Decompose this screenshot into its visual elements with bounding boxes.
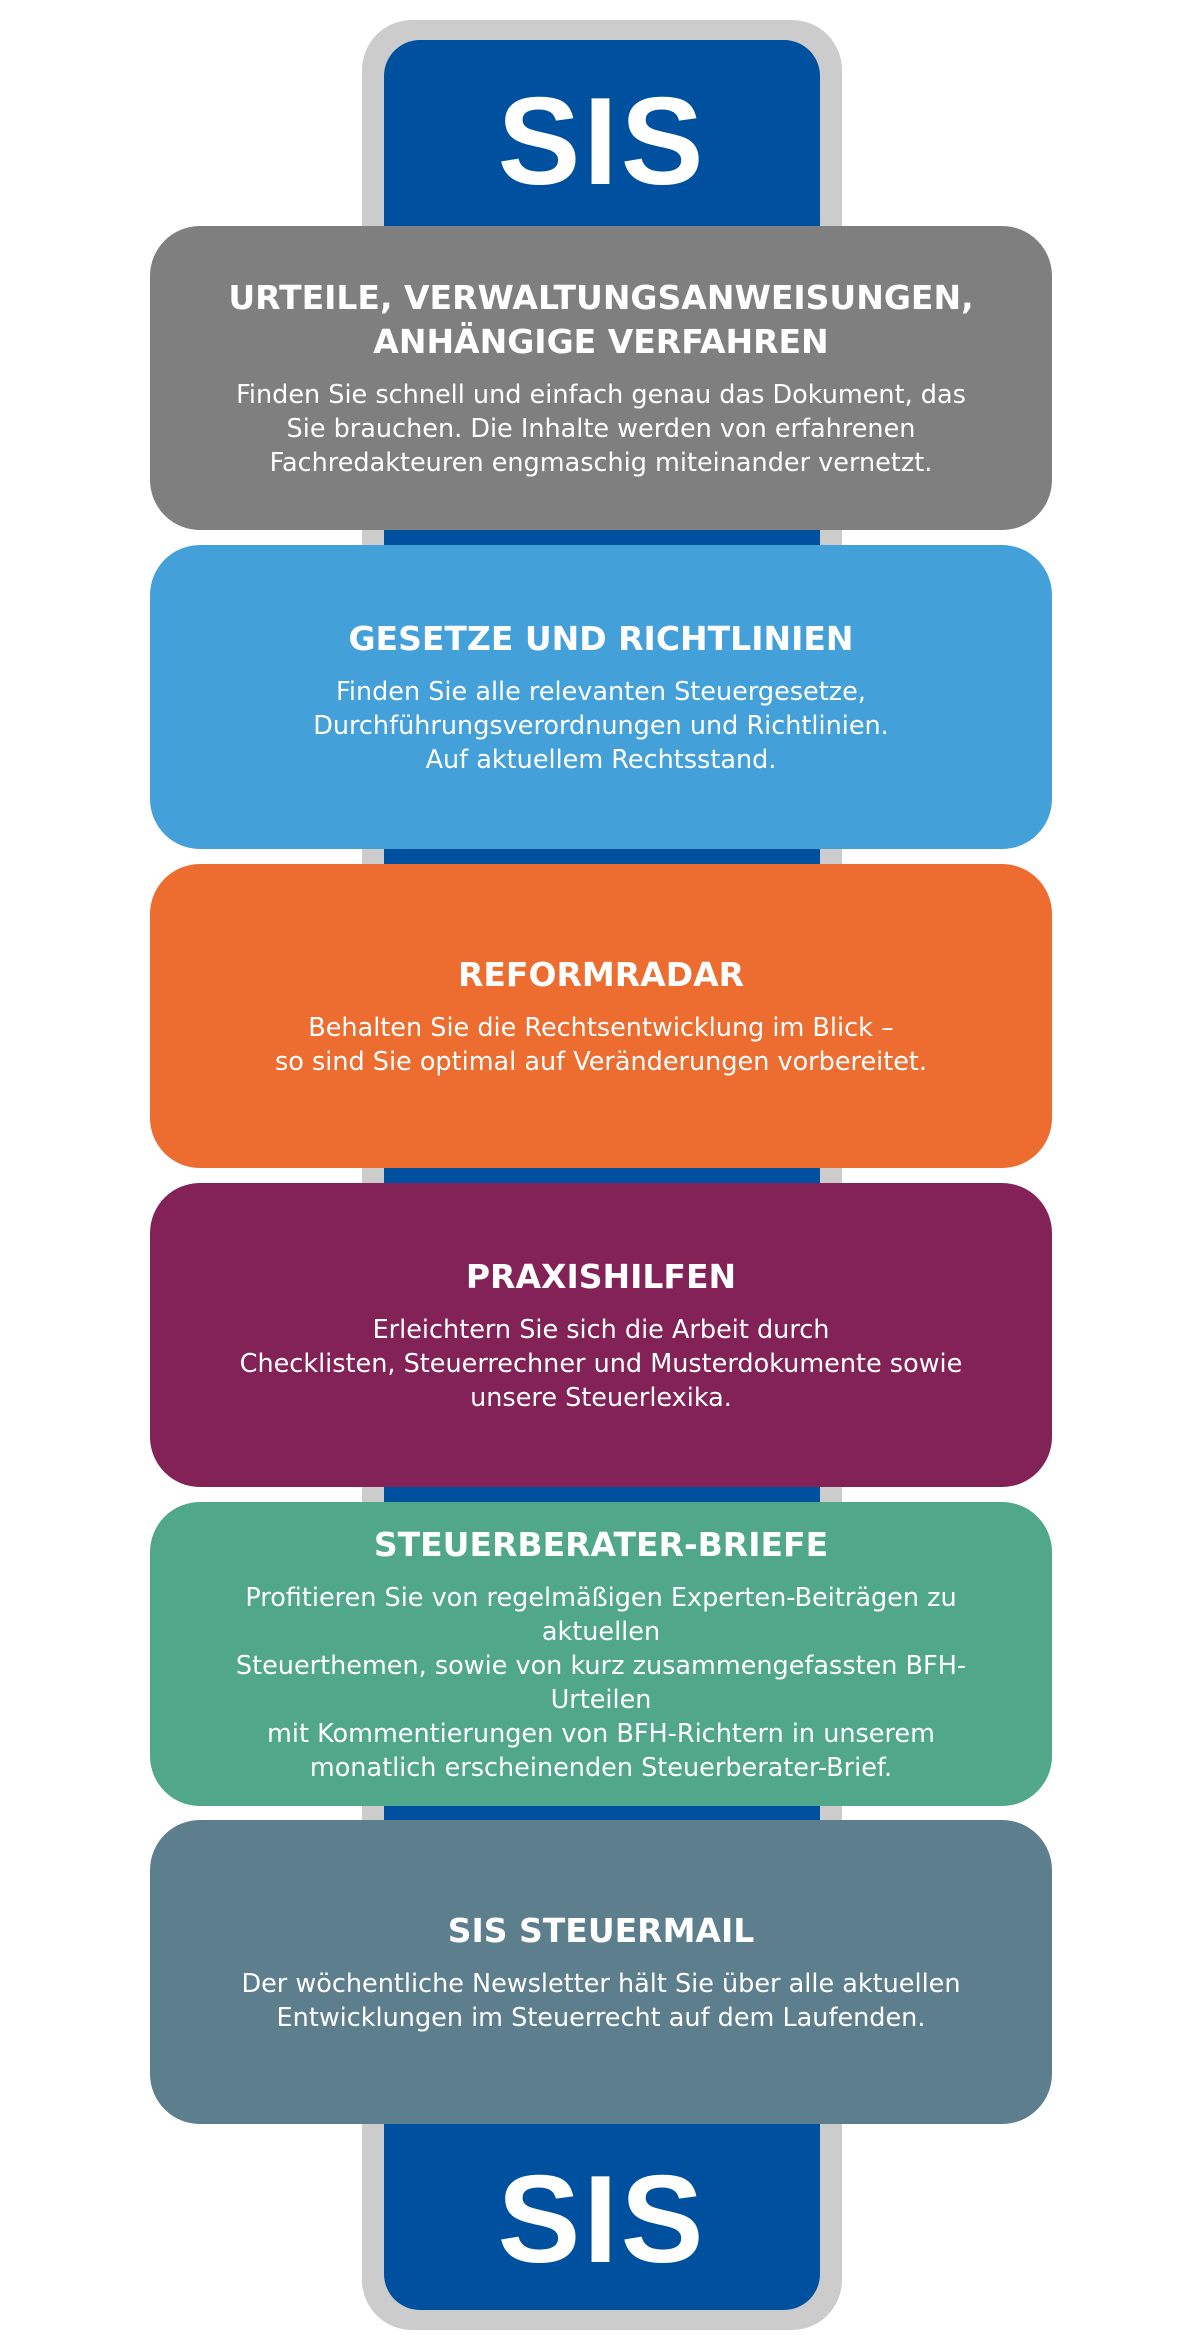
card-text: Finden Sie alle relevanten Steuergesetze, Durchführungsverordnungen und Richtlinien. Auf aktuellem Rechtsstand. bbox=[313, 677, 889, 775]
card-gesetze bbox=[150, 545, 1052, 849]
card-text: Finden Sie schnell und einfach genau das Dokument, das Sie brauchen. Die Inhalte werden von erfahrenen Fachredakteuren engmaschig miteinander vernetzt. bbox=[236, 380, 966, 478]
card-text: Behalten Sie die Rechtsentwicklung im Blick – so sind Sie optimal auf Veränderungen vorbereitet. bbox=[274, 1013, 928, 1077]
card-reformradar bbox=[150, 864, 1052, 1168]
card-text: Profitieren Sie von regelmäßigen Experten-Beiträgen zu aktuellen Steuerthemen, sowie von kurz zusammengefassten BFH-Urteilen mit Kommentierungen von BFH-Richtern in unserem monatlich erscheinenden Steuerberater-Brief. bbox=[235, 1583, 967, 1783]
card-steuerberater-briefe bbox=[150, 1502, 1052, 1806]
sis-logo-top: SIS bbox=[497, 73, 707, 211]
card-title: STEUERBERATER-BRIEFE bbox=[373, 1525, 829, 1564]
card-title: URTEILE, VERWALTUNGSANWEISUNGEN, ANHÄNGIGE VERFAHREN bbox=[228, 278, 974, 361]
card-title: SIS STEUERMAIL bbox=[447, 1911, 755, 1950]
card-title: PRAXISHILFEN bbox=[465, 1257, 737, 1296]
card-sis-steuermail bbox=[150, 1820, 1052, 2124]
card-text: Erleichtern Sie sich die Arbeit durch Checklisten, Steuerrechner und Musterdokumente sowie unsere Steuerlexika. bbox=[239, 1315, 963, 1413]
card-title: GESETZE UND RICHTLINIEN bbox=[348, 619, 854, 658]
sis-logo-bottom: SIS bbox=[497, 2151, 707, 2289]
card-urteile bbox=[150, 226, 1052, 530]
card-title: REFORMRADAR bbox=[457, 955, 745, 994]
card-text: Der wöchentliche Newsletter hält Sie über alle aktuellen Entwicklungen im Steuerrecht auf dem Laufenden. bbox=[241, 1969, 961, 2033]
card-praxishilfen bbox=[150, 1183, 1052, 1487]
